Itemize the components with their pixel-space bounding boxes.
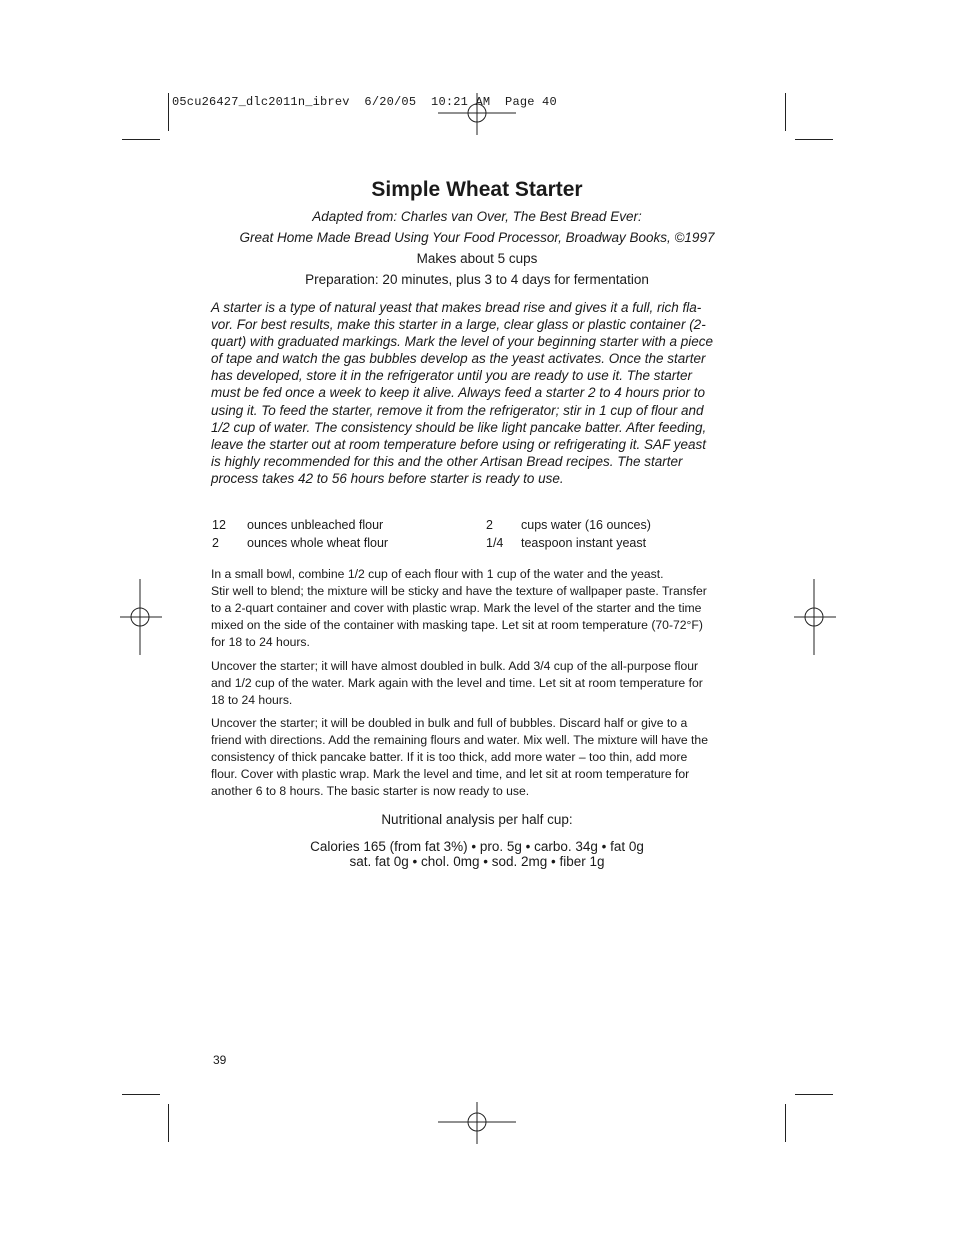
registration-mark-left [120, 579, 162, 655]
crop-mark [122, 139, 160, 140]
ingredients-list [0, 516, 954, 556]
recipe-yield: Makes about 5 cups [416, 251, 538, 266]
intro-line: of tape and watch the gas bubbles develop as the yeast activates. Once the starter [211, 351, 706, 367]
step-line: friend with directions. Add the remaining flours and water. Mix well. The mixture will have the [211, 733, 708, 748]
intro-line: 1/2 cup of water. The consistency should be like light pancake batter. After feeding, [211, 419, 707, 435]
method-step-2 [211, 658, 741, 709]
adapted-from-line-1: Adapted from: Charles van Over, The Best Bread Ever: [312, 209, 642, 224]
method-step-1 [211, 566, 741, 651]
crop-mark [785, 1104, 786, 1142]
step-line: 18 to 24 hours. [211, 693, 293, 708]
step-line: Uncover the starter; it will have almost doubled in bulk. Add 3/4 cup of the all-purpose flour [211, 659, 699, 673]
step-line: consistency of thick pancake batter. If it is too thick, add more water – too thin, add more [211, 750, 688, 765]
intro-line: process takes 42 to 56 hours before starter is ready to use. [211, 470, 564, 486]
method-step-3 [211, 715, 741, 800]
step-line: Stir well to blend; the mixture will be sticky and have the texture of wallpaper paste. Transfer [211, 584, 707, 599]
step-line: to a 2-quart container and cover with plastic wrap. Mark the level of the starter and the time [211, 601, 702, 616]
intro-line: has developed, store it in the refrigerator until you are ready to use it. The starter [211, 368, 693, 384]
step-line: and 1/2 cup of the water. Mark again with the level and time. Let sit at room temperature for [211, 676, 703, 691]
step-line: for 18 to 24 hours. [211, 635, 310, 650]
printer-slug: 05cu26427_dlc2011n_ibrev 6/20/05 10:21 AM Page 40 [172, 95, 557, 109]
step-line: In a small bowl, combine 1/2 cup of each flour with 1 cup of the water and the yeast. [211, 567, 664, 581]
registration-mark-right [794, 579, 836, 655]
crop-mark [122, 1094, 160, 1095]
crop-mark [785, 93, 786, 131]
intro-line: quart) with graduated markings. Mark the level of your beginning starter with a piece [211, 334, 714, 350]
registration-mark-bottom [438, 1102, 516, 1144]
step-line: flour. Cover with plastic wrap. Mark the level and time, and let sit at room temperature for [211, 767, 690, 782]
ingredient-quantity: 12 [212, 518, 226, 532]
intro-line: must be fed once a week to keep it alive. Always feed a starter 2 to 4 hours prior to [211, 385, 706, 401]
nutrition-line-1: Calories 165 (from fat 3%) • pro. 5g • carbo. 34g • fat 0g [310, 839, 644, 854]
ingredient-item: ounces whole wheat flour [247, 536, 389, 550]
crop-mark [795, 139, 833, 140]
preparation-time: Preparation: 20 minutes, plus 3 to 4 days for fermentation [305, 272, 649, 287]
ingredient-quantity: 1/4 [486, 536, 504, 550]
intro-line: A starter is a type of natural yeast that makes bread rise and gives it a full, rich fla- [211, 300, 702, 315]
intro-line: using it. To feed the starter, remove it from the refrigerator; stir in 1 cup of flour and [211, 402, 704, 418]
adapted-from-line-2: Great Home Made Bread Using Your Food Processor, Broadway Books, ©1997 [239, 230, 715, 245]
recipe-title: Simple Wheat Starter [371, 178, 583, 201]
ingredient-quantity: 2 [212, 536, 219, 550]
ingredient-quantity: 2 [486, 518, 493, 532]
nutrition-line-2: sat. fat 0g • chol. 0mg • sod. 2mg • fiber 1g [349, 854, 605, 869]
step-line: mixed on the side of the container with masking tape. Let sit at room temperature (70-72°F) [211, 618, 703, 633]
ingredient-item: cups water (16 ounces) [521, 518, 651, 532]
ingredient-item: teaspoon instant yeast [521, 536, 647, 550]
intro-paragraph [211, 299, 743, 487]
intro-line: vor. For best results, make this starter in a large, clear glass or plastic container (2- [211, 317, 706, 333]
intro-line: leave the starter out at room temperature before using or refrigerating it. SAF yeast [211, 436, 706, 452]
page-number: 39 [213, 1053, 227, 1067]
step-line: another 6 to 8 hours. The basic starter is now ready to use. [211, 784, 530, 799]
crop-mark [168, 93, 169, 131]
crop-mark [795, 1094, 833, 1095]
step-line: Uncover the starter; it will be doubled in bulk and full of bubbles. Discard half or give to a [211, 716, 688, 730]
crop-mark [168, 1104, 169, 1142]
ingredient-item: ounces unbleached flour [247, 518, 384, 532]
intro-line: is highly recommended for this and the other Artisan Bread recipes. The starter [211, 453, 683, 469]
nutrition-heading: Nutritional analysis per half cup: [381, 812, 573, 827]
